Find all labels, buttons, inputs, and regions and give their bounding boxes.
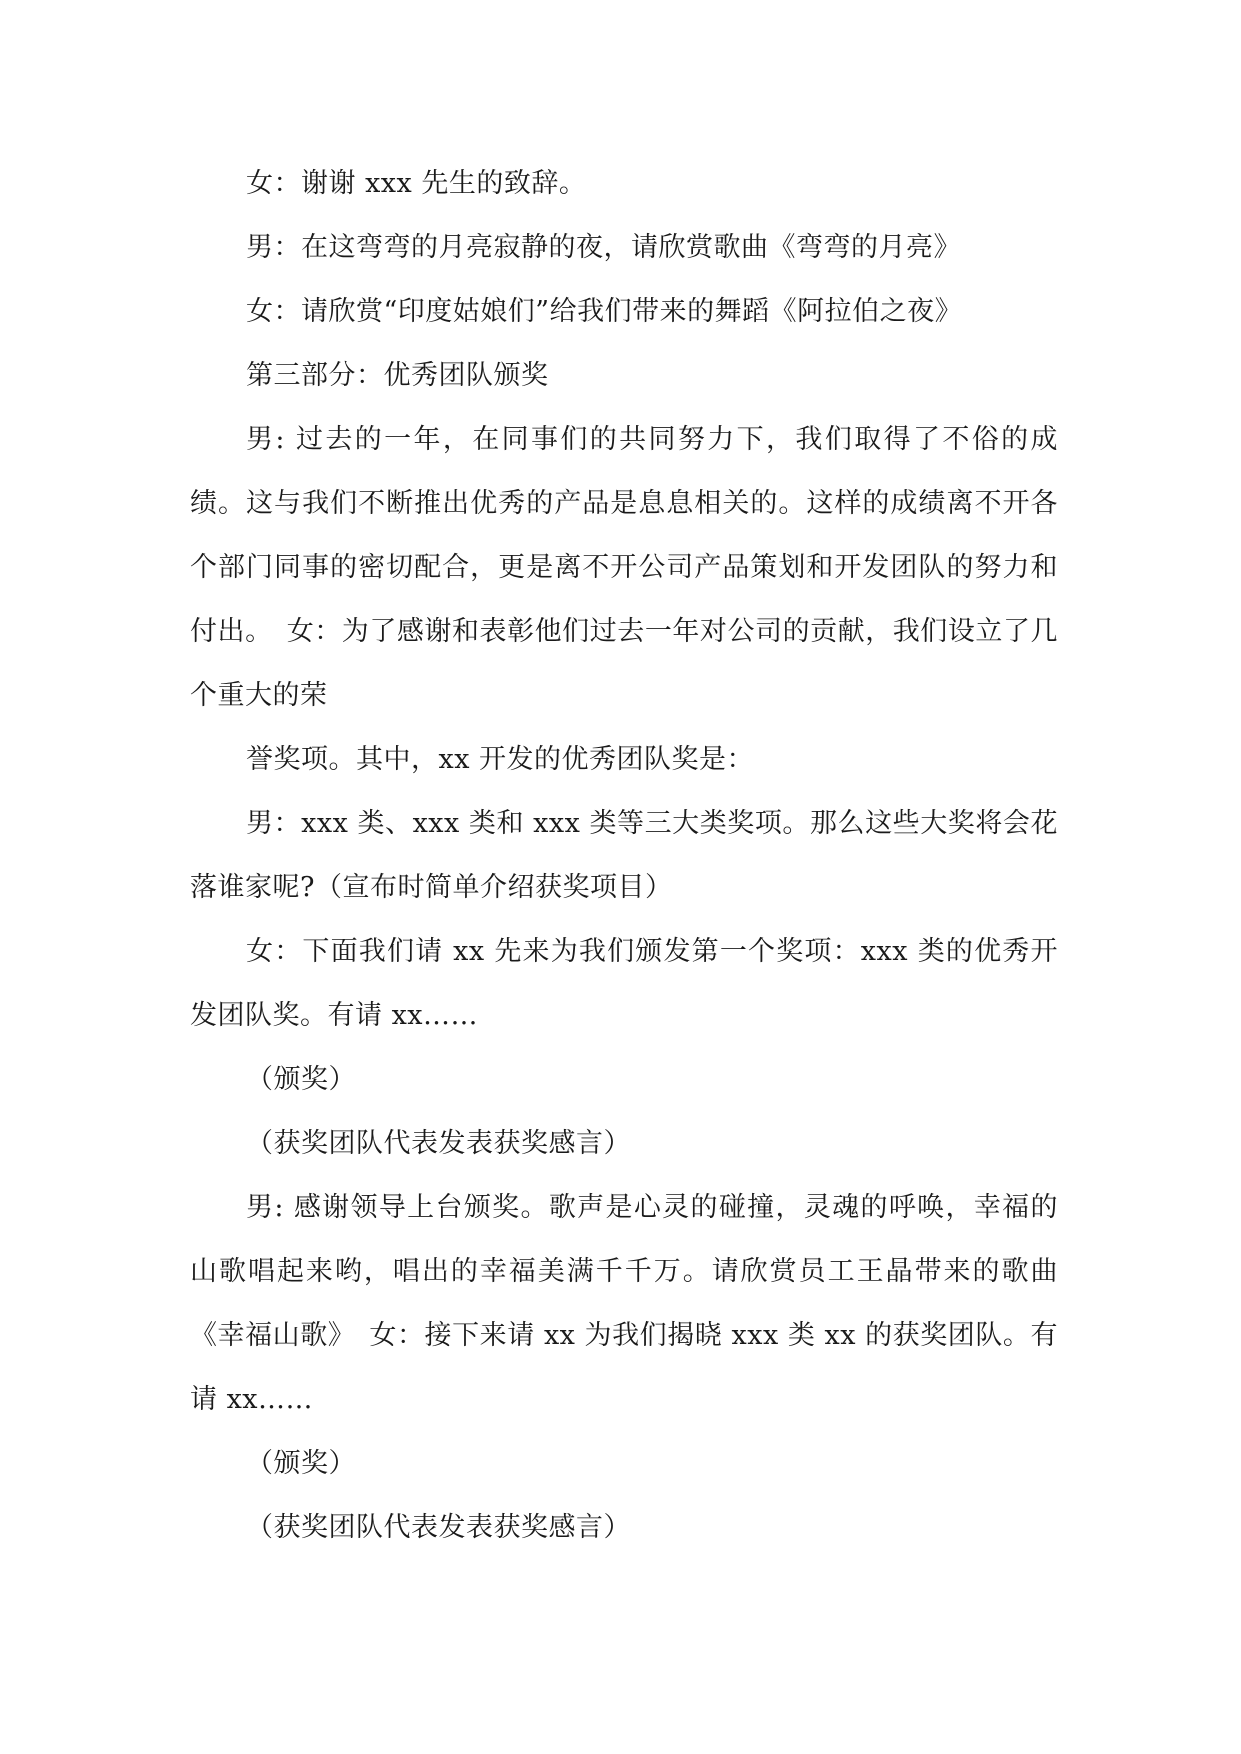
paragraph-8: 女：下面我们请 xx 先来为我们颁发第一个奖项：xxx 类的优秀开发团队奖。有请 xx…… <box>190 936 1058 1031</box>
paragraph-10: （获奖团队代表发表获奖感言） <box>246 1128 631 1159</box>
document-body <box>190 152 1058 1560</box>
paragraph-3: 女：请欣赏“印度姑娘们”给我们带来的舞蹈《阿拉伯之夜》 <box>246 296 963 327</box>
paragraph-5: 男: 过去的一年，在同事们的共同努力下，我们取得了不俗的成绩。这与我们不断推出优秀的产品是息息相关的。这样的成绩离不开各个部门同事的密切配合，更是离不开公司产品策划和开发团队的努力和付出。 女：为了感谢和表彰他们过去一年对公司的贡献，我们设立了几个重大的荣 <box>190 424 1058 711</box>
paragraph-11: 男: 感谢领导上台颁奖。歌声是心灵的碰撞，灵魂的呼唤，幸福的山歌唱起来哟，唱出的幸福美满千千万。请欣赏员工王晶带来的歌曲《幸福山歌》 女：接下来请 xx 为我们揭晓 xxx 类 xx 的获奖团队。有请 xx…… <box>190 1192 1058 1415</box>
paragraph-6: 誉奖项。其中，xx 开发的优秀团队奖是： <box>246 744 755 775</box>
paragraph-12: （颁奖） <box>246 1448 356 1479</box>
section-heading: 第三部分：优秀团队颁奖 <box>246 360 549 391</box>
paragraph-1: 女：谢谢 xxx 先生的致辞。 <box>246 168 587 199</box>
paragraph-2: 男：在这弯弯的月亮寂静的夜，请欣赏歌曲《弯弯的月亮》 <box>246 232 961 263</box>
paragraph-13: （获奖团队代表发表获奖感言） <box>246 1512 631 1543</box>
paragraph-9: （颁奖） <box>246 1064 356 1095</box>
paragraph-7: 男：xxx 类、xxx 类和 xxx 类等三大类奖项。那么这些大奖将会花落谁家呢?（宣布时简单介绍获奖项目） <box>190 808 1058 903</box>
